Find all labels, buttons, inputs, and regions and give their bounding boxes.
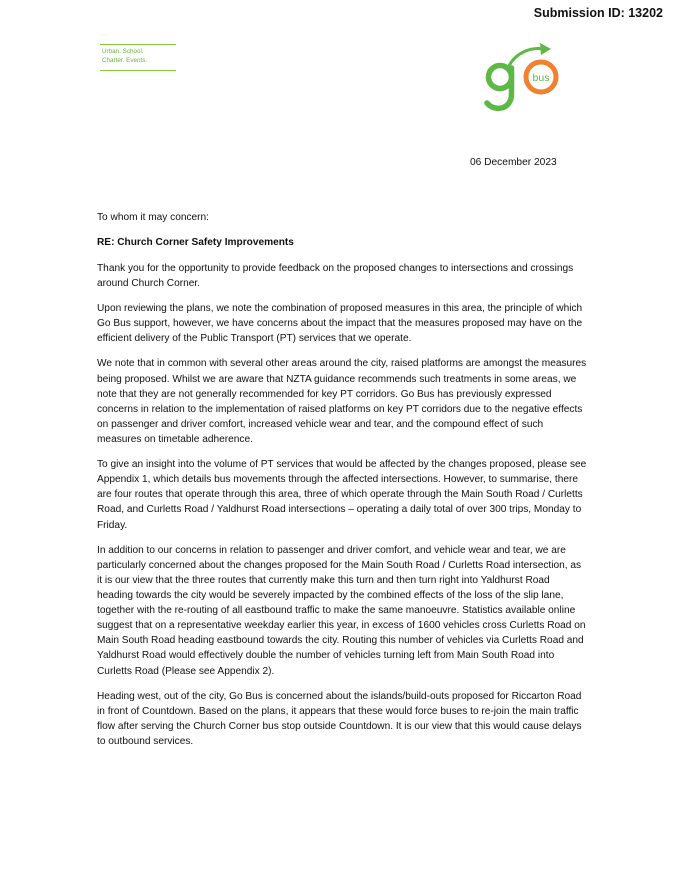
letter-date: 06 December 2023 — [470, 157, 557, 168]
tagline-line-1: Urban. School. — [102, 48, 144, 55]
go-bus-logo — [476, 40, 576, 122]
subject-line: RE: Church Corner Safety Improvements — [97, 237, 294, 249]
letter-body — [97, 210, 587, 759]
salutation: To whom it may concern: — [97, 212, 209, 223]
company-tagline — [100, 44, 176, 71]
logo-arrow-head — [540, 43, 551, 55]
paragraph: In addition to our concerns in relation to passenger and driver comfort, and vehicle wear and tear, we are particularly concerned about the changes proposed for the Main South Road / Curletts Road intersection, as it is our view that the three routes that currently make this turn and then turn right into Yaldhurst Road heading towards the city would be severely impacted by the combined effects of the loss of the slip lane, together with the re-routing of all eastbound traffic to make the same manoeuvre. Statistics available online suggest that on a representative weekday earlier this year, in excess of 1600 vehicles cross Curletts Road on Main South Road heading eastbound towards the city. Routing this number of vehicles via Curletts Road and Yaldhurst Road would effectively double the number of vehicles turning left from Main South Road into Curletts Road (Please see Appendix 2). — [97, 544, 586, 677]
tagline-line-2: Charter. Events. — [102, 56, 148, 64]
paragraph: Heading west, out of the city, Go Bus is concerned about the islands/build-outs proposed for Riccarton Road in front of Countdown. Based on the plans, it appears that these would force buses to re-join the main traffic flow after serving the Church Corner bus stop outside Countdown. It is our view that this would cause delays to outbound services. — [97, 690, 582, 748]
paragraph: We note that in common with several other areas around the city, raised platforms are amongst the measures being proposed. Whilst we are aware that NZTA guidance recommends such treatments in some areas, we note that they are not generally recommended for key PT corridors. Go Bus has previously expressed concerns in relation to the implementation of raised platforms on key PT corridors due to the negative effects on passenger and driver comfort, increased vehicle wear and tear, and the compound effect of such measures on timetable adherence. — [97, 358, 587, 445]
logo-bus-text: bus — [532, 72, 550, 84]
paragraph: Thank you for the opportunity to provide feedback on the proposed changes to intersections and crossings around Church Corner. — [97, 262, 574, 289]
logo-g-bowl — [489, 66, 512, 89]
paragraph: To give an insight into the volume of PT services that would be affected by the changes proposed, please see Appendix 1, which details bus movements through the affected intersections. However, to summarise, there are four routes that operate through this area, three of which operate through the Main South Road / Curletts Road, and Curletts Road / Yaldhurst Road intersections – operating a daily total of over 300 trips, Monday to Friday. — [97, 459, 587, 531]
submission-id: Submission ID: 13202 — [533, 6, 663, 20]
paragraph: Upon reviewing the plans, we note the combination of proposed measures in this area, the principle of which Go Bus support, however, we have concerns about the impact that the measures proposed may have on the efficient delivery of the Public Transport (PT) services that we operate. — [97, 302, 583, 345]
